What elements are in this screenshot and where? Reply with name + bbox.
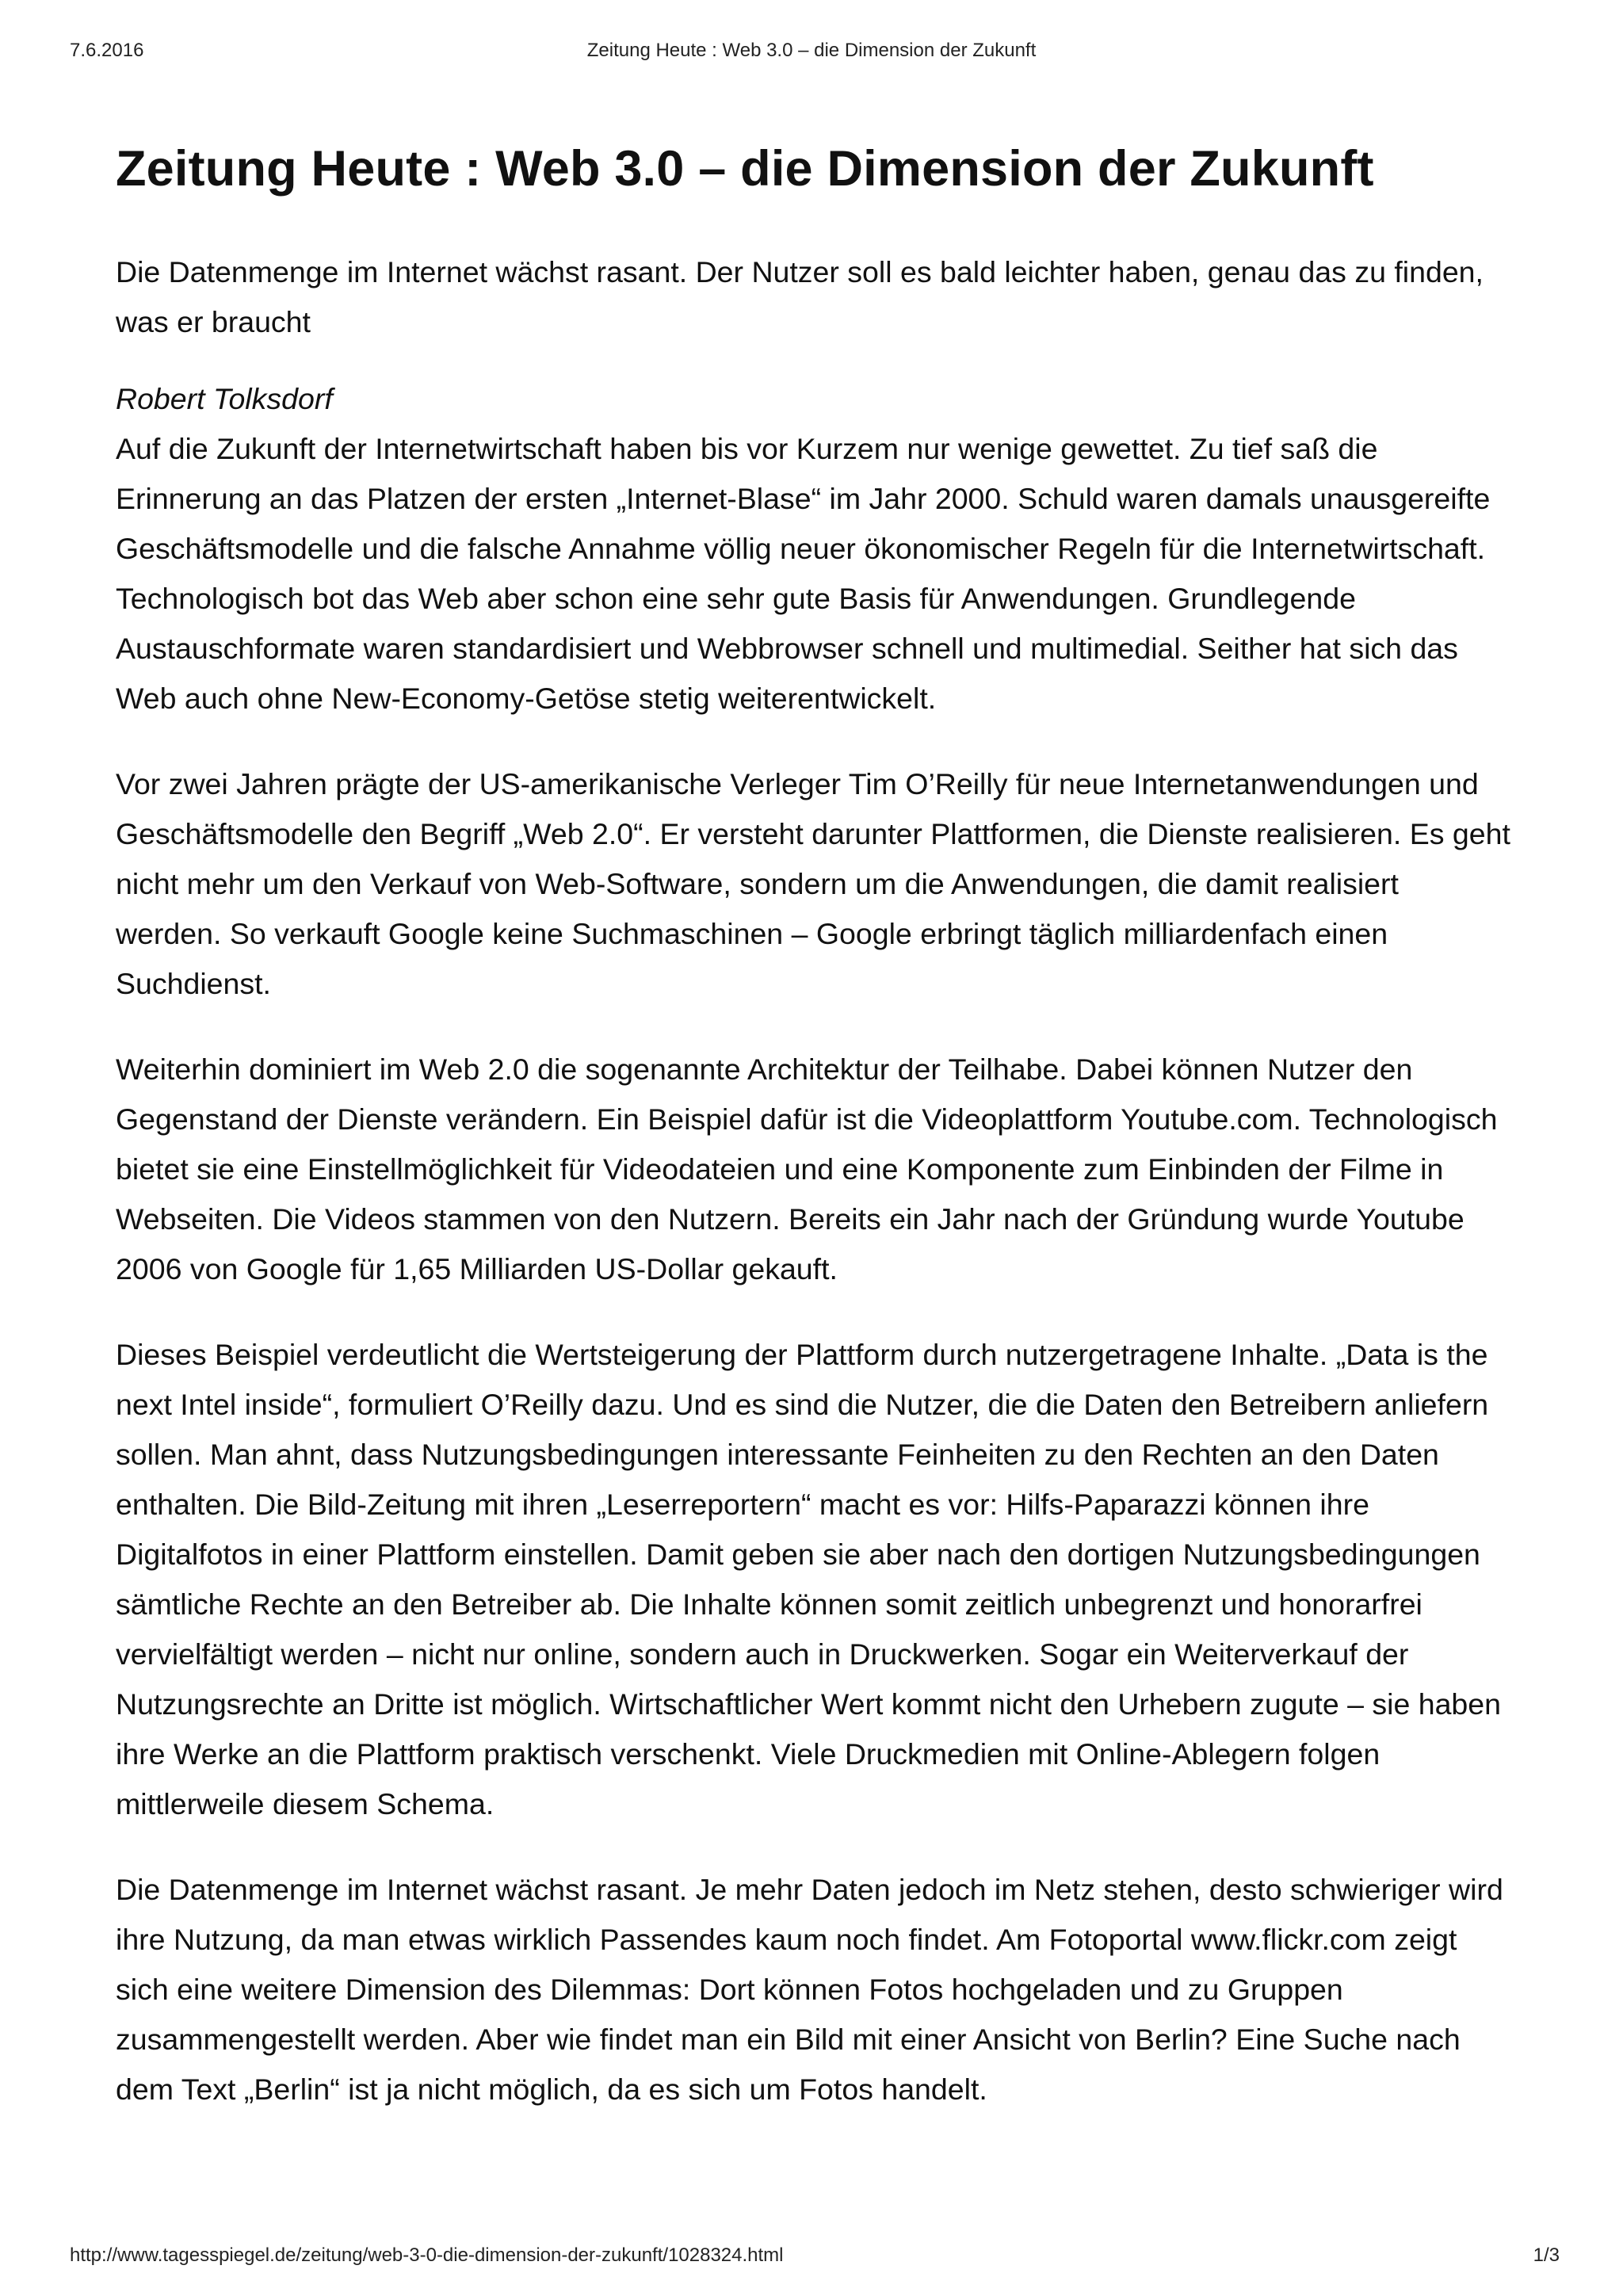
print-page-number: 1/3: [1533, 2244, 1560, 2266]
article: [116, 139, 1510, 2150]
print-source-url: http://www.tagesspiegel.de/zeitung/web-3-0-die-dimension-der-zukunft/1028324.html: [70, 2244, 784, 2266]
article-lead: Die Datenmenge im Internet wächst rasant. Der Nutzer soll es bald leichter haben, genau das zu finden, was er braucht: [116, 254, 1484, 338]
print-header: [0, 40, 1623, 71]
print-page-title: Zeitung Heute : Web 3.0 – die Dimension der Zukunft: [586, 40, 1037, 61]
article-paragraph: Die Datenmenge im Internet wächst rasant. Je mehr Daten jedoch im Netz stehen, desto schwieriger wird ihre Nutzung, da man etwas wirklich Passendes kaum noch findet. Am Fotoportal www.flickr.com zeigt sich eine weitere Dimension des Dilemmas: Dort können Fotos hochgeladen und zu Gruppen zusammengestellt werden. Aber wie findet man ein Bild mit einer Ansicht von Berlin? Eine Suche nach dem Text „Berlin“ ist ja nicht möglich, da es sich um Fotos handelt.: [116, 1872, 1503, 2106]
article-paragraph: Weiterhin dominiert im Web 2.0 die sogenannte Architektur der Teilhabe. Dabei können Nutzer den Gegenstand der Dienste verändern. Ein Beispiel dafür ist die Videoplattform Youtube.com. Technologisch bietet sie eine Einstellmöglichkeit für Videodateien und eine Komponente zum Einbinden der Filme in Webseiten. Die Videos stammen von den Nutzern. Bereits ein Jahr nach der Gründung wurde Youtube 2006 von Google für 1,65 Milliarden US-Dollar gekauft.: [116, 1052, 1498, 1286]
print-footer: [0, 2244, 1623, 2276]
article-headline: Zeitung Heute : Web 3.0 – die Dimension der Zukunft: [116, 141, 1374, 197]
print-date: 7.6.2016: [70, 40, 144, 61]
article-author: Robert Tolksdorf: [116, 381, 333, 415]
article-paragraph: Dieses Beispiel verdeutlicht die Wertsteigerung der Plattform durch nutzergetragene Inhalte. „Data is the next Intel inside“, formuliert O’Reilly dazu. Und es sind die Nutzer, die die Daten den Betreibern anliefern sollen. Man ahnt, dass Nutzungsbedingungen interessante Feinheiten zu den Rechten an den Daten enthalten. Die Bild-Zeitung mit ihren „Leserreportern“ macht es vor: Hilfs-Paparazzi können ihre Digitalfotos in einer Plattform einstellen. Damit geben sie aber nach den dortigen Nutzungsbedingungen sämtliche Rechte an den Betreiber ab. Die Inhalte können somit zeitlich unbegrenzt und honorarfrei vervielfältigt werden – nicht nur online, sondern auch in Druckwerken. Sogar ein Weiterverkauf der Nutzungsrechte an Dritte ist möglich. Wirtschaftlicher Wert kommt nicht den Urhebern zugute – sie haben ihre Werke an die Plattform praktisch verschenkt. Viele Druckmedien mit Online-Ablegern folgen mittlerweile diesem Schema.: [116, 1337, 1501, 1820]
article-paragraph: Vor zwei Jahren prägte der US-amerikanische Verleger Tim O’Reilly für neue Internetanwendungen und Geschäftsmodelle den Begriff „Web 2.0“. Er versteht darunter Plattformen, die Dienste realisieren. Es geht nicht mehr um den Verkauf von Web-Software, sondern um die Anwendungen, die damit realisiert werden. So verkauft Google keine Suchmaschinen – Google erbringt täglich milliardenfach einen Suchdienst.: [116, 766, 1510, 1000]
article-paragraph: Auf die Zukunft der Internetwirtschaft haben bis vor Kurzem nur wenige gewettet. Zu tief saß die Erinnerung an das Platzen der ersten „Internet-Blase“ im Jahr 2000. Schuld waren damals unausgereifte Geschäftsmodelle und die falsche Annahme völlig neuer ökonomischer Regeln für die Internetwirtschaft. Technologisch bot das Web aber schon eine sehr gute Basis für Anwendungen. Grundlegende Austauschformate waren standardisiert und Webbrowser schnell und multimedial. Seither hat sich das Web auch ohne New-Economy-Getöse stetig weiterentwickelt.: [116, 431, 1491, 715]
